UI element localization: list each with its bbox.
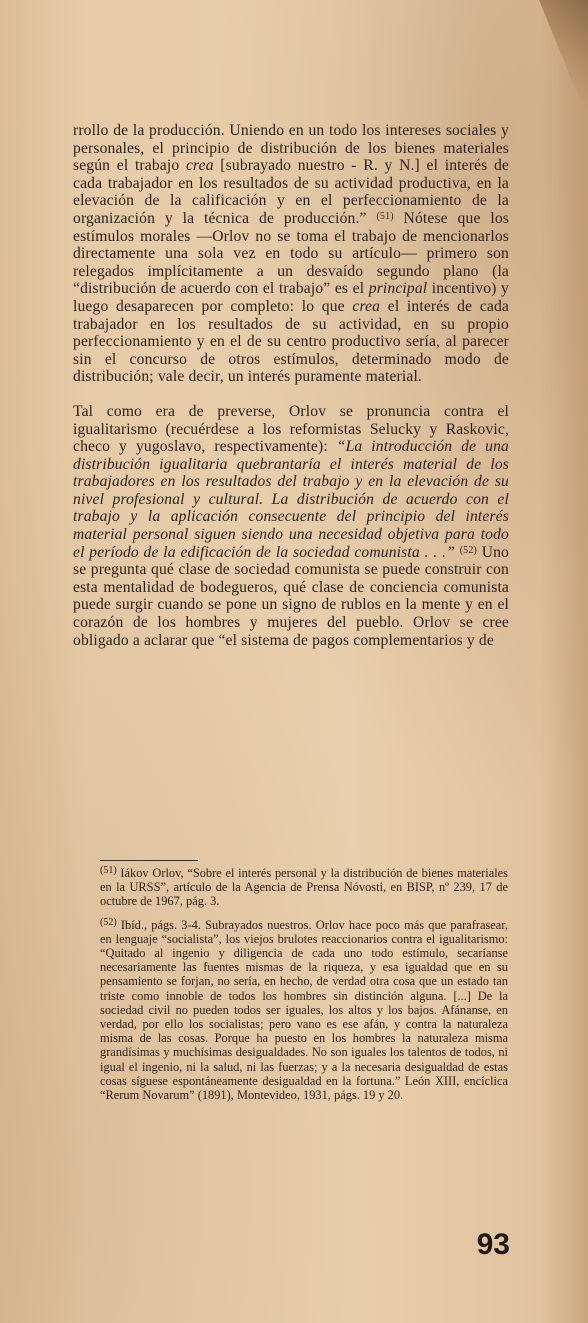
italic-text: crea	[185, 157, 214, 175]
paragraph-1	[73, 122, 509, 386]
paragraph-2	[73, 403, 509, 649]
italic-text: principal	[368, 280, 428, 298]
text-run: [subrayado nuestro - R. y N.] el interés de cada trabajador en los resultados de su actividad productiva, en la elevación de la calificación y en el perfeccionamiento de la organización y la técnica de producción.”	[73, 157, 509, 227]
main-text	[73, 122, 509, 649]
footnote-marker: (51)	[100, 865, 117, 876]
page-number: 93	[476, 1228, 510, 1261]
italic-text: crea	[352, 297, 381, 315]
footnote-marker: (51)	[376, 210, 394, 222]
footnote-51	[100, 866, 508, 909]
footnote-marker: (52)	[100, 916, 117, 928]
footnote-marker: (52)	[459, 544, 477, 556]
page-corner-curl	[518, 0, 588, 120]
text-run: Uno se pregunta qué clase de sociedad comunista se puede construir con esta mentalidad de bodegueros, qué clase de conciencia comunista puede surgir cuando se pone un signo de rublos en la mente y en el corazón de los hombres y mujeres del pueblo. Orlov se cree obligado a aclarar que “el sistema de pagos complementarios y de	[73, 543, 509, 649]
footnote-divider	[100, 860, 198, 861]
text-run: el interés de cada trabajador en los resultados de su actividad, en su propio perfeccionamiento y en el de su centro productivo sería, al parecer sin el concurso de otros estímulos, determinado modo de distribución; vale decir, un interés puramente material.	[73, 297, 509, 386]
text-run: Ibíd., págs. 3-4. Subrayados nuestros. Orlov hace poco más que parafrasear, en lenguaje “socialista”, los viejos brulotes reaccionarios contra el igualitarismo: “Quitado al ingenio y diligencia de cada uno todo estímulo, secaríanse necesariamente las fuentes mismas de la riqueza, y esa igualdad que en su pensamiento se forjan, no sería, en hecho, de verdad otra cosa que un estado tan triste como innoble de todos los hombres sin distinción alguna. [...] De la sociedad civil no pueden todos ser iguales, los altos y los bajos. Afánanse, en verdad, por ello los socialistas; pero vano es ese afán, y contra la naturaleza misma de las cosas. Porque ha puesto en los hombres la naturaleza misma grandísimas y muchísimas desigualdades. No son iguales los talentos de todos, ni igual el ingenio, ni la salud, ni las fuerzas; y a la necesaria desigualdad de estas cosas síguese espontáneamente desigualdad en la fortuna.” León XIII, encíclica “Rerum Novarum” (1891), Montevideo, 1931, págs. 19 y 20.	[100, 917, 508, 1103]
italic-text: “La introducción de una distribución igualitaria quebrantaría el interés material de los trabajadores en los resultados del trabajo y en la elevación de su nivel profesional y cultural. La distribución de acuerdo con el trabajo y la aplicación consecuente del principio del interés material personal siguen siendo una necesidad objetiva para todo el período de la edificación de la sociedad comunista . . .”	[73, 438, 509, 561]
text-run: incentivo) y luego desaparecen por completo: lo que	[73, 280, 509, 315]
text-run: Nótese que los estímulos morales —Orlov no se toma el trabajo de mencionarlos directamente una sola vez en todo su artículo— primero son relegados implícitamente a un desvaído segundo plano (la “distribución de acuerdo con el trabajo” es el	[73, 209, 509, 298]
text-run: Iákov Orlov, “Sobre el interés personal y la distribución de bienes materiales en la URSS”, artículo de la Agencia de Prensa Nóvosti, en BISP, nº 239, 17 de octubre de 1967, pág. 3.	[100, 866, 508, 909]
text-run: Tal como era de preverse, Orlov se pronuncia contra el igualitarismo (recuérdese a los reformistas Selucky y Raskovic, checo y yugoslavo, respectivamente):	[73, 402, 509, 456]
footnotes	[100, 866, 508, 1102]
text-run: rrollo de la producción. Uniendo en un todo los intereses sociales y personales, el principio de distribución de los bienes materiales según el trabajo	[73, 122, 509, 175]
footnote-52	[100, 918, 508, 1103]
